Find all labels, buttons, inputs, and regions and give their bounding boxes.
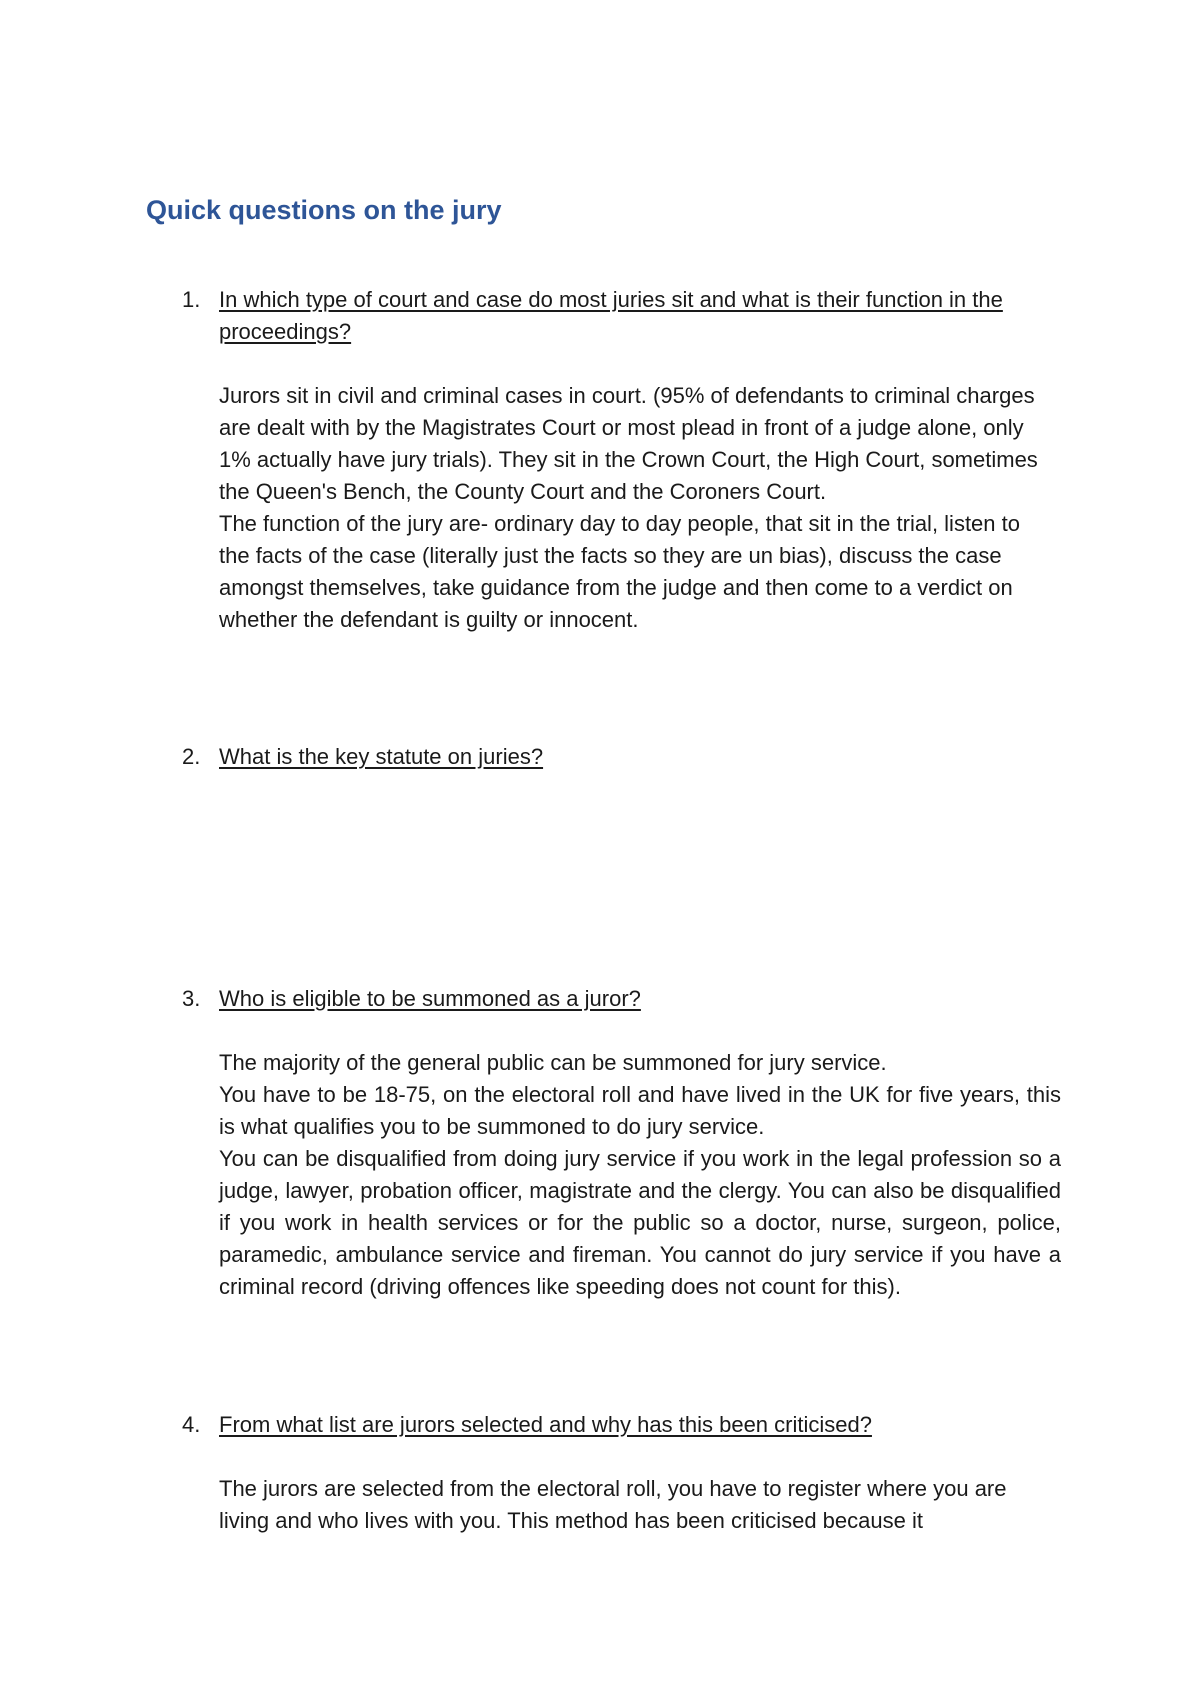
answer-3-paragraph-3: You can be disqualified from doing jury service if you work in the legal profession so a judge, lawyer, probation officer, magistrate and the clergy. You can also be disqualified if you work in health services or for the public so a doctor, nurse, surgeon, police, paramedic, ambulance service and fireman. You cannot do jury service if you have a criminal record (driving offences like speeding does not count for this). xyxy=(219,1146,1061,1299)
question-4-text: From what list are jurors selected and why has this been criticised? xyxy=(219,1412,872,1437)
question-2-text: What is the key statute on juries? xyxy=(219,744,544,769)
question-3-text: Who is eligible to be summoned as a juror? xyxy=(219,986,641,1011)
question-2-block xyxy=(219,741,1061,773)
answer-3-paragraph-1: The majority of the general public can be summoned for jury service. xyxy=(219,1050,887,1075)
question-1-block xyxy=(219,284,1049,636)
question-4-block xyxy=(219,1409,1061,1537)
question-number: 1. xyxy=(182,287,201,312)
question-1-text: In which type of court and case do most juries sit and what is their function in the proceedings? xyxy=(219,287,1003,344)
answer-4-paragraph-1: The jurors are selected from the electoral roll, you have to register where you are living and who lives with you. This method has been criticised because it xyxy=(219,1476,1007,1533)
question-number: 3. xyxy=(182,986,201,1011)
question-3-block xyxy=(219,983,1061,1303)
question-number: 4. xyxy=(182,1412,201,1437)
answer-3-paragraph-2: You have to be 18-75, on the electoral roll and have lived in the UK for five years, this is what qualifies you to be summoned to do jury service. xyxy=(219,1082,1061,1139)
question-number: 2. xyxy=(182,744,201,769)
answer-1-paragraph-1: Jurors sit in civil and criminal cases in court. (95% of defendants to criminal charges are dealt with by the Magistrates Court or most plead in front of a judge alone, only 1% actually have jury trials). They sit in the Crown Court, the High Court, sometimes the Queen's Bench, the County Court and the Coroners Court. xyxy=(219,383,1038,504)
document-title: Quick questions on the jury xyxy=(146,195,502,225)
answer-1-paragraph-2: The function of the jury are- ordinary day to day people, that sit in the trial, listen to the facts of the case (literally just the facts so they are un bias), discuss the case amongst themselves, take guidance from the judge and then come to a verdict on whether the defendant is guilty or innocent. xyxy=(219,511,1020,632)
